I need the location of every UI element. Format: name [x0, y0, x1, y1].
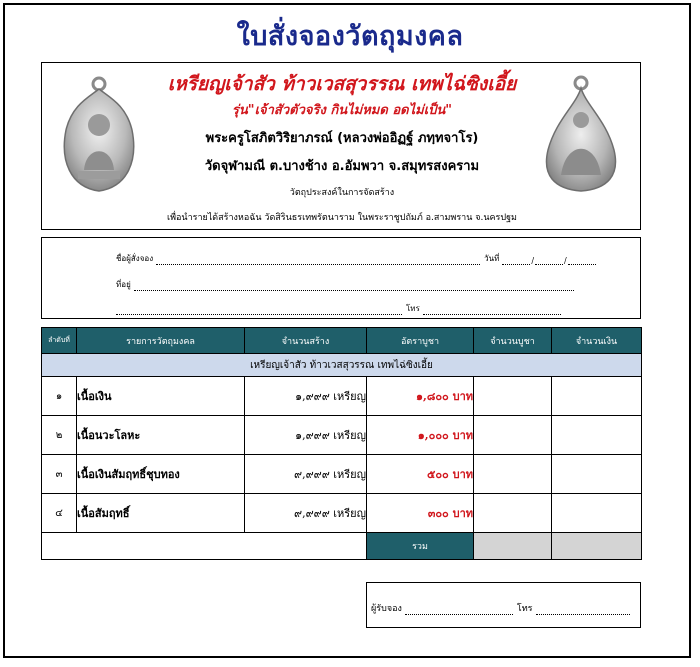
header-line-5: วัตถุประสงค์ในการจัดสร้าง — [289, 188, 395, 198]
receiver-name-field[interactable] — [405, 606, 513, 615]
row-qty: ๙,๙๙๙ เหรียญ — [245, 494, 367, 533]
total-spacer — [42, 533, 367, 560]
row-price: ๑,๐๐๐ บาท — [367, 416, 474, 455]
total-amount-cell[interactable] — [552, 533, 642, 560]
header-line-3: พระครูโสภิตวิริยาภรณ์ (หลวงพ่ออิฏฐ์ ภทฺทจาโร) — [205, 131, 479, 146]
header-price: อัตราบูชา — [367, 328, 474, 354]
date-month-field[interactable] — [535, 256, 563, 265]
date-label: วันที่ — [484, 254, 500, 263]
table-row — [42, 416, 642, 455]
date-year-field[interactable] — [568, 256, 596, 265]
row-no: ๑ — [42, 377, 77, 416]
address-field-2[interactable] — [116, 306, 402, 315]
page-title: ใบสั่งจองวัตถุมงคล — [236, 21, 464, 52]
row-order-qty-cell[interactable] — [474, 455, 552, 494]
row-price: ๓๐๐ บาท — [367, 494, 474, 533]
phone-row — [116, 302, 565, 315]
row-qty: ๑,๙๙๙ เหรียญ — [245, 377, 367, 416]
receiver-box — [366, 582, 641, 628]
table-row — [42, 377, 642, 416]
row-order-qty-cell[interactable] — [474, 494, 552, 533]
header-box — [41, 62, 641, 230]
row-order-qty-cell[interactable] — [474, 416, 552, 455]
total-row — [42, 533, 642, 560]
header-line-4: วัดจุฬามณี ต.บางช้าง อ.อัมพวา จ.สมุทรสงคราม — [204, 159, 480, 174]
row-qty: ๙,๙๙๙ เหรียญ — [245, 455, 367, 494]
header-item: รายการวัตถุมงคล — [77, 328, 245, 354]
header-line-6: เพื่อนำรายได้สร้างหอฉัน วัดสิรินธรเทพรัตนาราม ในพระราชูปถัมภ์ อ.สามพราน จ.นครปฐม — [167, 213, 517, 223]
row-amount-cell[interactable] — [552, 416, 642, 455]
orderer-form — [41, 237, 641, 319]
row-no: ๒ — [42, 416, 77, 455]
row-no: ๔ — [42, 494, 77, 533]
row-item-name: เนื้อนวะโลหะ — [77, 416, 245, 455]
total-qty-cell[interactable] — [474, 533, 552, 560]
address-field[interactable] — [134, 282, 574, 291]
receiver-label: ผู้รับจอง — [371, 604, 402, 614]
phone-field[interactable] — [423, 306, 561, 315]
section-title: เหรียญเจ้าสัว ท้าวเวสสุวรรณ เทพไฉ่ซิงเอี้ย — [42, 354, 642, 377]
receiver-row — [371, 601, 634, 615]
table-row — [42, 494, 642, 533]
header-order-qty: จำนวนบูชา — [474, 328, 552, 354]
name-field[interactable] — [156, 256, 480, 265]
table-row — [42, 455, 642, 494]
order-table — [41, 327, 642, 560]
row-price: ๑,๘๐๐ บาท — [367, 377, 474, 416]
address-row — [116, 278, 578, 291]
row-no: ๓ — [42, 455, 77, 494]
row-price: ๕๐๐ บาท — [367, 455, 474, 494]
row-order-qty-cell[interactable] — [474, 377, 552, 416]
row-qty: ๑,๙๙๙ เหรียญ — [245, 416, 367, 455]
row-amount-cell[interactable] — [552, 494, 642, 533]
header-qty: จำนวนสร้าง — [245, 328, 367, 354]
row-amount-cell[interactable] — [552, 377, 642, 416]
row-item-name: เนื้อเงินสัมฤทธิ์ชุบทอง — [77, 455, 245, 494]
total-label: รวม — [367, 533, 474, 560]
row-amount-cell[interactable] — [552, 455, 642, 494]
name-row — [116, 252, 600, 265]
receiver-phone-field[interactable] — [536, 606, 630, 615]
table-header-row — [42, 328, 642, 354]
row-item-name: เนื้อสัมฤทธิ์ — [77, 494, 245, 533]
header-line-1: เหรียญเจ้าสัว ท้าวเวสสุวรรณ เทพไฉ่ซิงเอี้ย — [167, 73, 517, 95]
date-separator: / — [531, 256, 535, 265]
header-line-2: รุ่น"เจ้าสัวตัวจริง กินไม่หมด อดไม่เป็น" — [231, 103, 453, 118]
address-label: ที่อยู่ — [116, 280, 131, 289]
row-item-name: เนื้อเงิน — [77, 377, 245, 416]
date-day-field[interactable] — [502, 256, 530, 265]
receiver-phone-label: โทร — [516, 604, 533, 614]
date-separator: / — [564, 256, 567, 265]
header-amount: จำนวนเงิน — [552, 328, 642, 354]
phone-label: โทร — [406, 304, 420, 313]
name-label: ชื่อผู้สั่งจอง — [116, 254, 154, 263]
header-no: ลำดับที่ — [42, 328, 77, 354]
section-row — [42, 354, 642, 377]
